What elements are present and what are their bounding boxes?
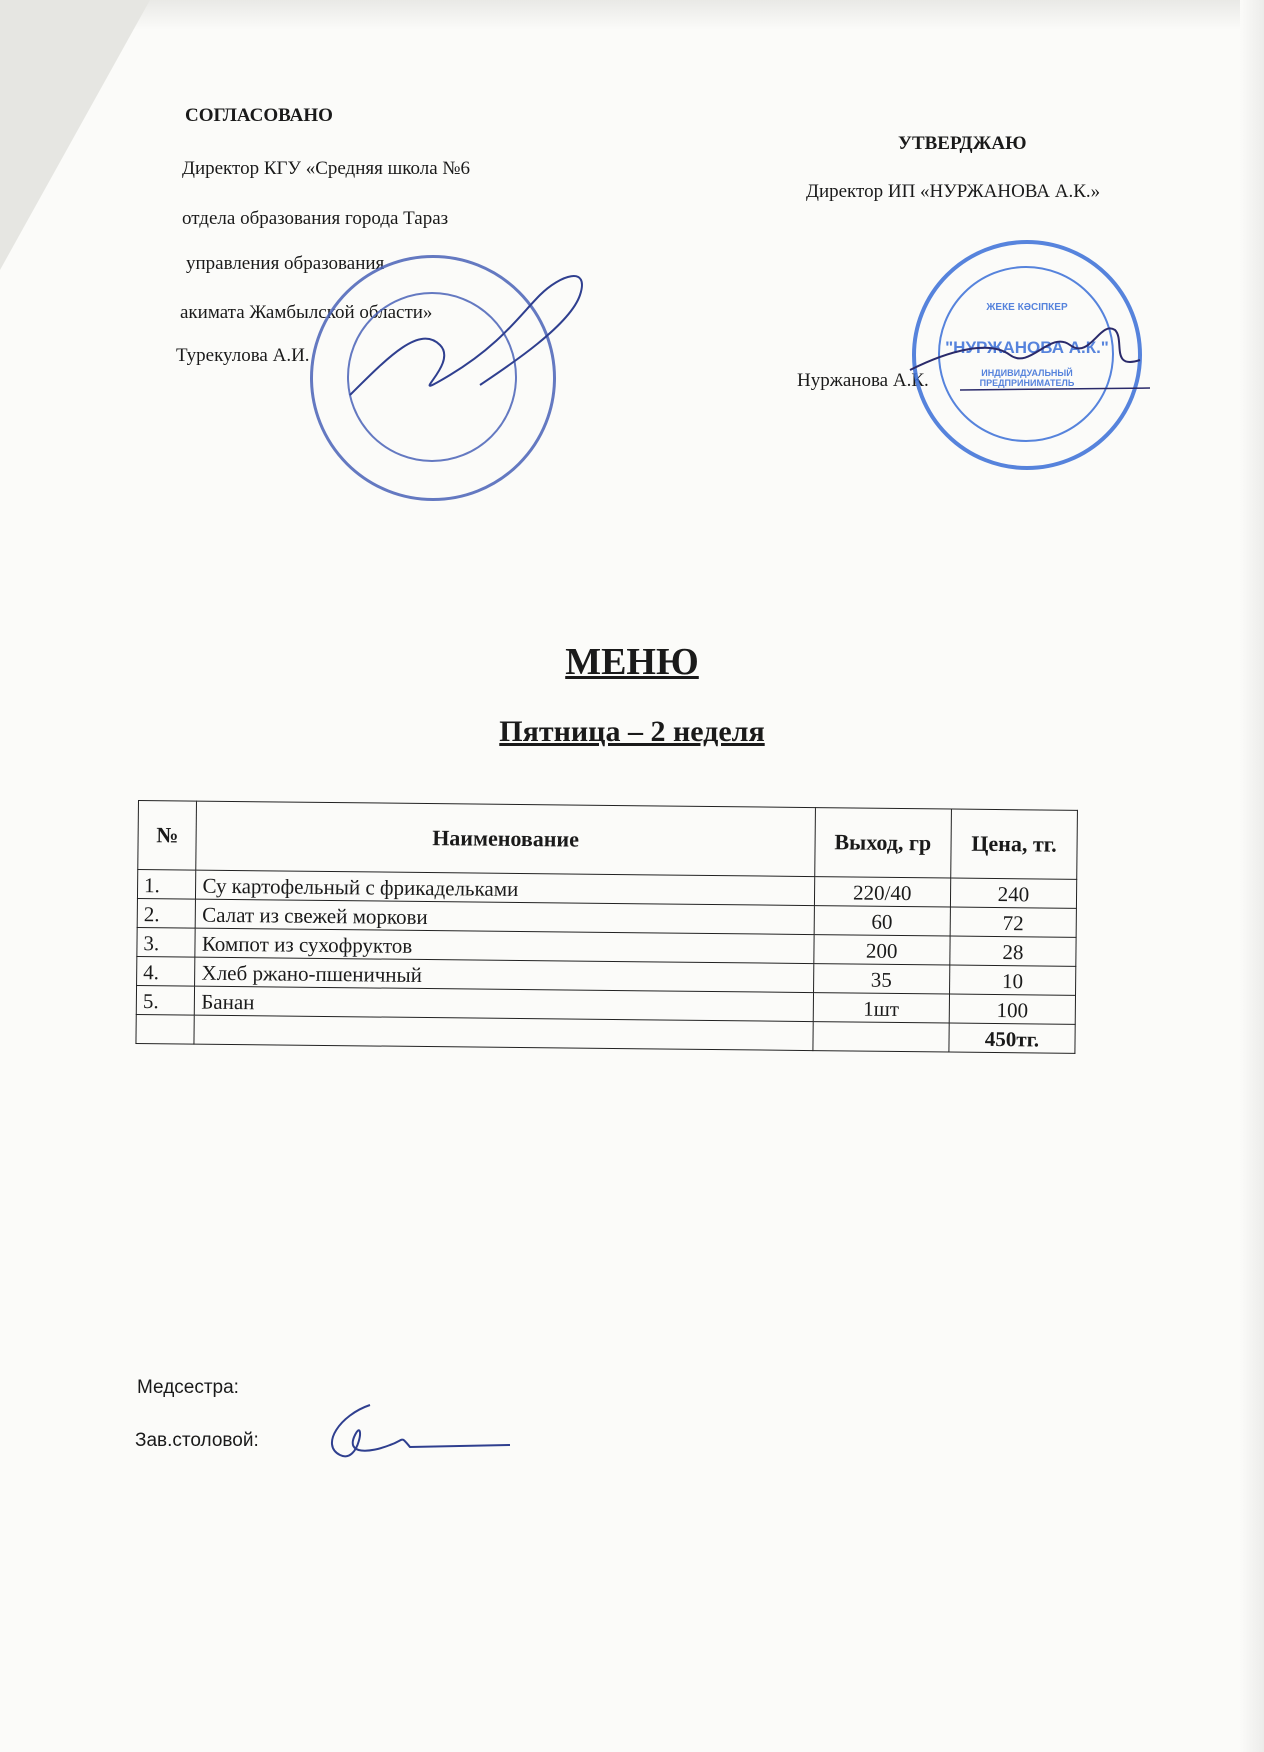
row-name: Хлеб ржано-пшеничный (195, 957, 813, 992)
page-right-edge (1240, 0, 1264, 1752)
ip-stamp-center-text: "НУРЖАНОВА А.К." (945, 338, 1109, 357)
header-name: Наименование (196, 801, 815, 876)
approval-left-signer: Турекулова А.И. (176, 345, 310, 366)
menu-title: МЕНЮ (565, 641, 699, 683)
row-name: Компот из сухофруктов (195, 928, 813, 963)
row-output: 1шт (813, 993, 950, 1023)
approval-right-signer: Нуржанова А.К. (797, 370, 929, 391)
row-price: 10 (949, 965, 1075, 995)
row-name: Банан (195, 986, 813, 1021)
approval-left-line-2: отдела образования города Тараз (182, 208, 449, 229)
row-price: 240 (950, 878, 1076, 908)
canteen-head-label: Зав.столовой: (135, 1430, 259, 1451)
row-num: 4. (137, 956, 196, 986)
right-signature (900, 310, 1160, 410)
approval-left-line-1: Директор КГУ «Средняя школа №6 (182, 158, 471, 179)
row-price: 100 (949, 994, 1075, 1024)
row-name: Салат из свежей моркови (196, 899, 814, 934)
header-price: Цена, тг. (951, 809, 1078, 879)
row-price: 72 (950, 907, 1076, 937)
row-num: 3. (137, 927, 196, 957)
row-name: Су картофельный с фрикадельками (196, 870, 814, 905)
approval-left-line-3: управления образования (186, 253, 385, 274)
page-top-shadow (0, 0, 1264, 30)
row-num: 2. (137, 898, 196, 928)
row-output: 200 (813, 935, 950, 965)
approval-right-heading: УТВЕРДЖАЮ (898, 133, 1027, 154)
row-output: 60 (814, 906, 951, 936)
row-output: 35 (813, 964, 950, 994)
canteen-head-signature (310, 1395, 520, 1475)
approval-right-position: Директор ИП «НУРЖАНОВА А.К.» (806, 181, 1101, 202)
row-output: 220/40 (814, 877, 951, 907)
ip-stamp-top-text: ЖЕКЕ КӘСІПКЕР (986, 302, 1068, 313)
folded-corner (0, 0, 150, 270)
row-price: 28 (950, 936, 1076, 966)
header-num: № (138, 801, 197, 871)
row-num: 5. (136, 985, 195, 1015)
header-output: Выход, гр (814, 808, 951, 878)
table-total: 450тг. (949, 1023, 1075, 1053)
nurse-label: Медсестра: (137, 1377, 239, 1398)
approval-left-line-4: акимата Жамбылской области» (180, 302, 433, 323)
row-num: 1. (137, 870, 196, 900)
approval-left-heading: СОГЛАСОВАНО (185, 105, 333, 126)
menu-subtitle: Пятница – 2 неделя (499, 715, 765, 748)
left-signature (330, 255, 600, 435)
ip-stamp-bottom-text: ИНДИВИДУАЛЬНЫЙ ПРЕДПРИНИМАТЕЛЬ (979, 368, 1075, 388)
menu-table (135, 800, 1078, 1054)
